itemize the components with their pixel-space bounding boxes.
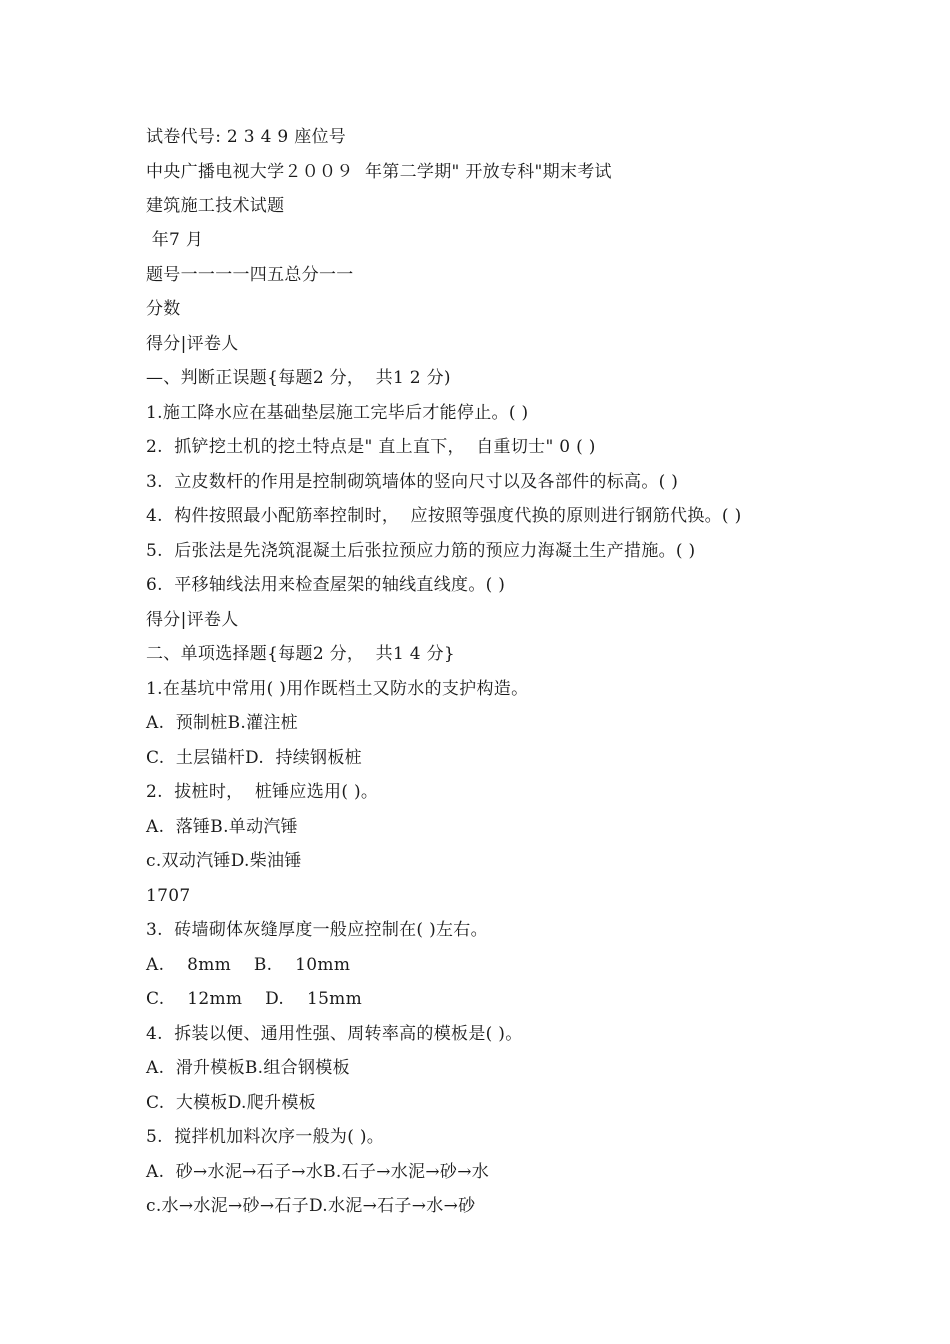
- section2-title: 二、单项选择题{每题2 分， 共1 4 分}: [146, 644, 455, 664]
- true-false-item: 1.施工降水应在基础垫层施工完毕后才能停止。( ): [146, 403, 529, 423]
- question-3-options-cd: C. 12mm D. 15mm: [146, 989, 363, 1009]
- exam-date: 年7 月: [146, 230, 204, 250]
- question-3-options-ab: A. 8mm B. 10mm: [146, 955, 351, 975]
- true-false-item: 5. 后张法是先浇筑混凝土后张拉预应力筋的预应力海凝土生产措施。( ): [146, 541, 696, 561]
- page-number: 1707: [146, 886, 191, 906]
- subject-title: 建筑施工技术试题: [146, 196, 285, 216]
- question-2-options-ab: A. 落锤B.单动汽锤: [146, 817, 298, 837]
- section1-scorer: 得分|评卷人: [146, 334, 239, 354]
- score-table-header: 题号一一一一四五总分一一: [146, 265, 354, 285]
- section2-scorer: 得分|评卷人: [146, 610, 239, 630]
- question-3: 3. 砖墙砌体灰缝厚度一般应控制在( )左右。: [146, 920, 488, 940]
- section1-title: —、判断正误题{每题2 分， 共1 2 分): [146, 368, 451, 388]
- question-4-options-cd: C. 大模板D.爬升模板: [146, 1093, 316, 1113]
- question-5: 5. 搅拌机加料次序一般为( )。: [146, 1127, 385, 1147]
- true-false-item: 6. 平移轴线法用来检查屋架的轴线直线度。( ): [146, 575, 506, 595]
- true-false-item: 2. 抓铲挖土机的挖土特点是" 直上直下， 自重切士" 0 ( ): [146, 437, 596, 457]
- question-2-options-cd: c.双动汽锤D.柴油锤: [146, 851, 302, 871]
- question-1-options-ab: A. 预制桩B.灌注桩: [146, 713, 298, 733]
- true-false-item: 4. 构件按照最小配筋率控制时， 应按照等强度代换的原则进行钢筋代换。( ): [146, 506, 742, 526]
- question-5-options-cd: c.水→水泥→砂→石子D.水泥→石子→水→砂: [146, 1196, 476, 1216]
- question-1-options-cd: C. 土层锚杆D. 持续钢板桩: [146, 748, 362, 768]
- question-2: 2. 拔桩时， 桩锤应选用( )。: [146, 782, 379, 802]
- question-4-options-ab: A. 滑升模板B.组合钢模板: [146, 1058, 350, 1078]
- score-table-score-row: 分数: [146, 299, 181, 319]
- question-5-options-ab: A. 砂→水泥→石子→水B.石子→水泥→砂→水: [146, 1162, 490, 1182]
- question-1: 1.在基坑中常用( )用作既档土又防水的支护构造。: [146, 679, 529, 699]
- paper-code: 试卷代号: 2 3 4 9 座位号: [146, 127, 347, 147]
- question-4: 4. 拆装以便、通用性强、周转率高的模板是( )。: [146, 1024, 523, 1044]
- exam-title: 中央广播电视大学２００９ 年第二学期" 开放专科"期末考试: [146, 162, 612, 182]
- true-false-item: 3. 立皮数杆的作用是控制砌筑墙体的竖向尺寸以及各部件的标高。( ): [146, 472, 679, 492]
